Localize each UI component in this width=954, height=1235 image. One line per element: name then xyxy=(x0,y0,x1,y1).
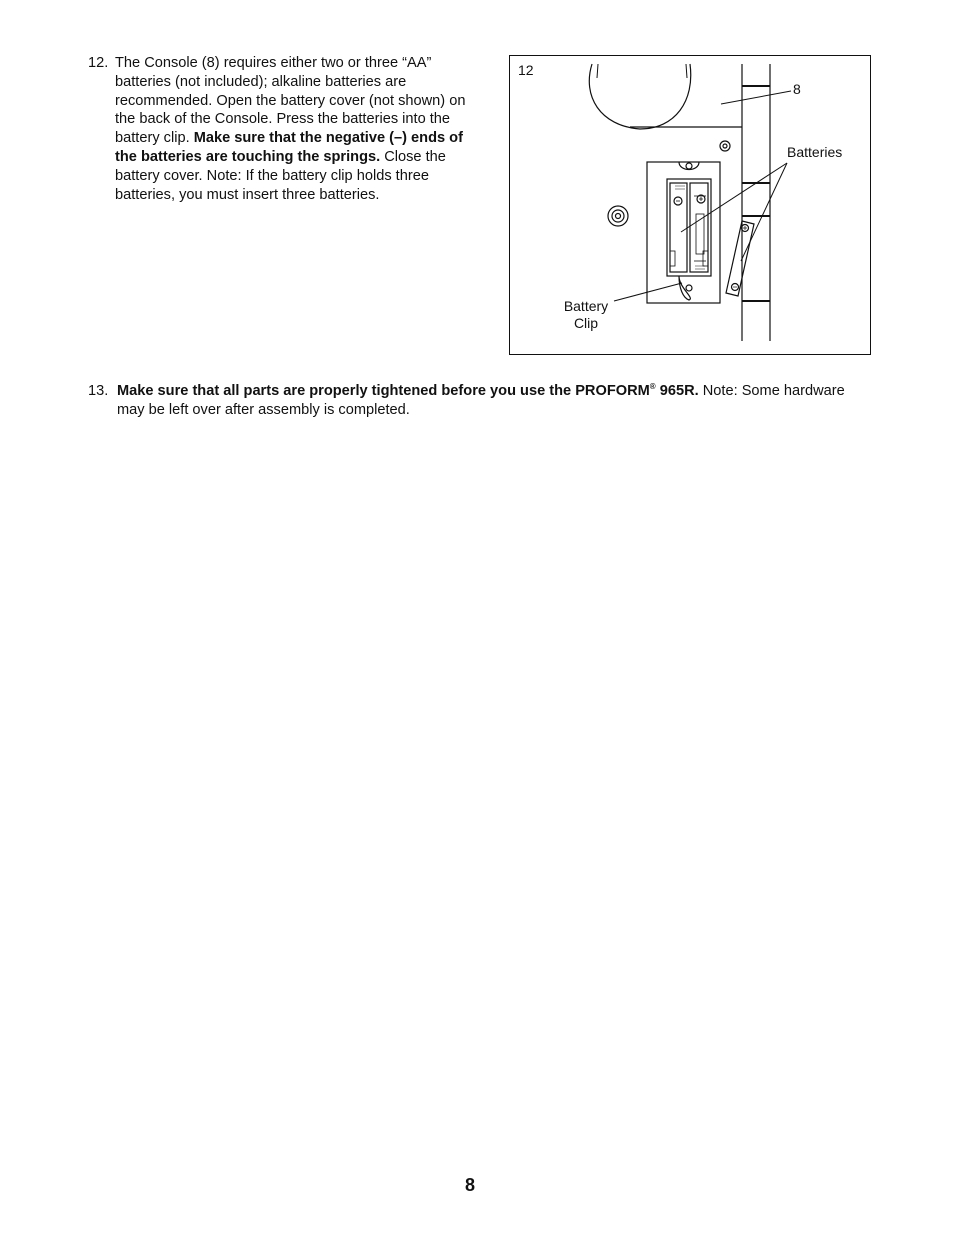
figure-12 xyxy=(509,55,871,355)
figure-number: 12 xyxy=(518,62,534,78)
step-13 xyxy=(88,382,848,420)
registered-mark: ® xyxy=(649,382,656,391)
step-text-note: Note: Some hardware may be left over after assembly is completed. xyxy=(117,383,845,418)
battery-clip-label-line1: Battery xyxy=(563,298,609,314)
battery-clip-label-line2: Clip xyxy=(573,315,599,331)
step-number: 13. xyxy=(88,383,109,399)
step-number: 12. xyxy=(88,55,109,71)
console-callout-label: 8 xyxy=(793,81,801,97)
step-text-intro: The Console (8) requires either two or three “AA” batteries (not included); alkaline batteries are recommended. Open the battery cover (not shown) on the back of the Console. Press the batteries into the battery clip. xyxy=(115,55,466,147)
step-text-warning: Make sure that the negative (–) ends of the batteries are touching the springs. xyxy=(115,130,463,165)
battery-clip-callout-label xyxy=(560,298,612,332)
step-text-note: Close the battery cover. Note: If the battery clip holds three batteries, you must insert three batteries. xyxy=(115,148,446,203)
page-number: 8 xyxy=(465,1175,476,1195)
step-text xyxy=(117,382,848,420)
step-text xyxy=(115,54,488,204)
batteries-callout-label: Batteries xyxy=(787,144,843,160)
warning-text-a: Make sure that all parts are properly tightened before you use the PROFORM xyxy=(117,383,650,399)
step-12 xyxy=(88,54,488,204)
step-text-warning xyxy=(117,383,699,399)
warning-text-b: 965R. xyxy=(655,383,699,399)
